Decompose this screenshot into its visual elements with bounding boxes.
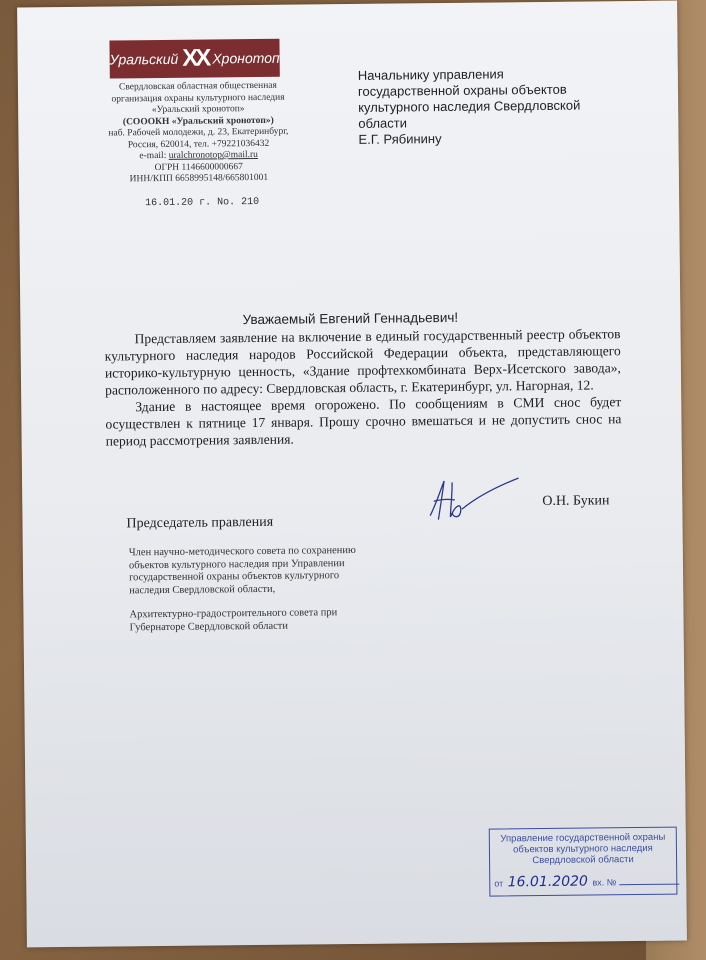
stamp-in-label: вх. № (592, 877, 617, 888)
email-link[interactable]: uralchronotop@mail.ru (168, 149, 258, 161)
signer-credentials (129, 545, 380, 647)
signer-title: Председатель правления (126, 514, 274, 532)
org-inn: ИНН/КПП 6658995148/665801001 (129, 172, 269, 185)
letter-sheet (17, 1, 687, 948)
org-line: «Уральский хронотоп» (151, 104, 245, 116)
letter-greeting: Уважаемый Евгений Геннадьевич! (242, 309, 459, 328)
receipt-stamp (489, 827, 678, 897)
org-line: организация охраны культурного наследия (111, 92, 285, 104)
org-short-name: (СОООКН «Уральский хронотоп») (122, 115, 274, 127)
org-line: Свердловская областная общественная (118, 80, 277, 93)
addressee-name: Е.Г. Рябинину (358, 131, 442, 147)
email-label: e-mail: (139, 150, 167, 162)
addressee-line: Начальнику управления (357, 66, 504, 83)
addressee-line: государственной охраны объектов (357, 81, 567, 99)
addressee-block (358, 65, 619, 148)
org-address-line: Россия, 620014, тел. +79221036432 (127, 138, 270, 150)
registration-number: 16.01.20 г. No. 210 (145, 196, 260, 210)
addressee-line: культурного наследия Свердловской (358, 97, 581, 115)
logo-mark: ХХ (182, 44, 209, 72)
credential-item: Архитектурно-градостроительного совета при Губернаторе Свердловской области (129, 607, 338, 633)
stamp-date-line (494, 873, 674, 891)
organization-logo (109, 39, 279, 79)
stamp-line: объектов культурного наследия (513, 842, 653, 856)
stamp-handwritten-date: 16.01.2020 (507, 873, 588, 891)
logo-text-right: Хронотоп (212, 49, 280, 67)
addressee-line: области (358, 115, 408, 131)
stamp-from-label: от (494, 878, 504, 889)
stamp-line: Управление государственной охраны (500, 831, 666, 845)
stamp-number-blank (619, 884, 679, 886)
logo-text-left: Уральский (109, 50, 179, 68)
credential-item: Член научно-методического совета по сохранению объектов культурного наследия при Управлении государственной охраны объектов культурного наследия Свердловской области, (128, 544, 356, 596)
body-paragraph: Здание в настоящее время огорожено. По сообщениям в СМИ снос будет осуществлен к пятнице 17 января. Прошу срочно вмешаться и не допустить снос на период рассмотрения заявления. (105, 394, 622, 449)
letter-body (104, 325, 621, 449)
org-ogrn: ОГРН 1146600000667 (154, 161, 243, 173)
org-address-line: наб. Рабочей молодежи, д. 23, Екатеринбург, (108, 126, 289, 139)
organization-details (88, 80, 309, 186)
signer-name: О.Н. Букин (542, 493, 610, 510)
body-paragraph: Представляем заявление на включение в единый государственный реестр объектов культурного наследия народов Российской Федерации объекта, представляющего историко-культурную ценность, «Здание профтехкомбината Верх-Исетского завода», расположенного по адресу: Свердловская область, г. Екатеринбург, ул. Нагорная, 12. (104, 326, 621, 398)
stamp-line: Свердловской области (532, 854, 634, 867)
handwritten-signature (422, 472, 523, 523)
